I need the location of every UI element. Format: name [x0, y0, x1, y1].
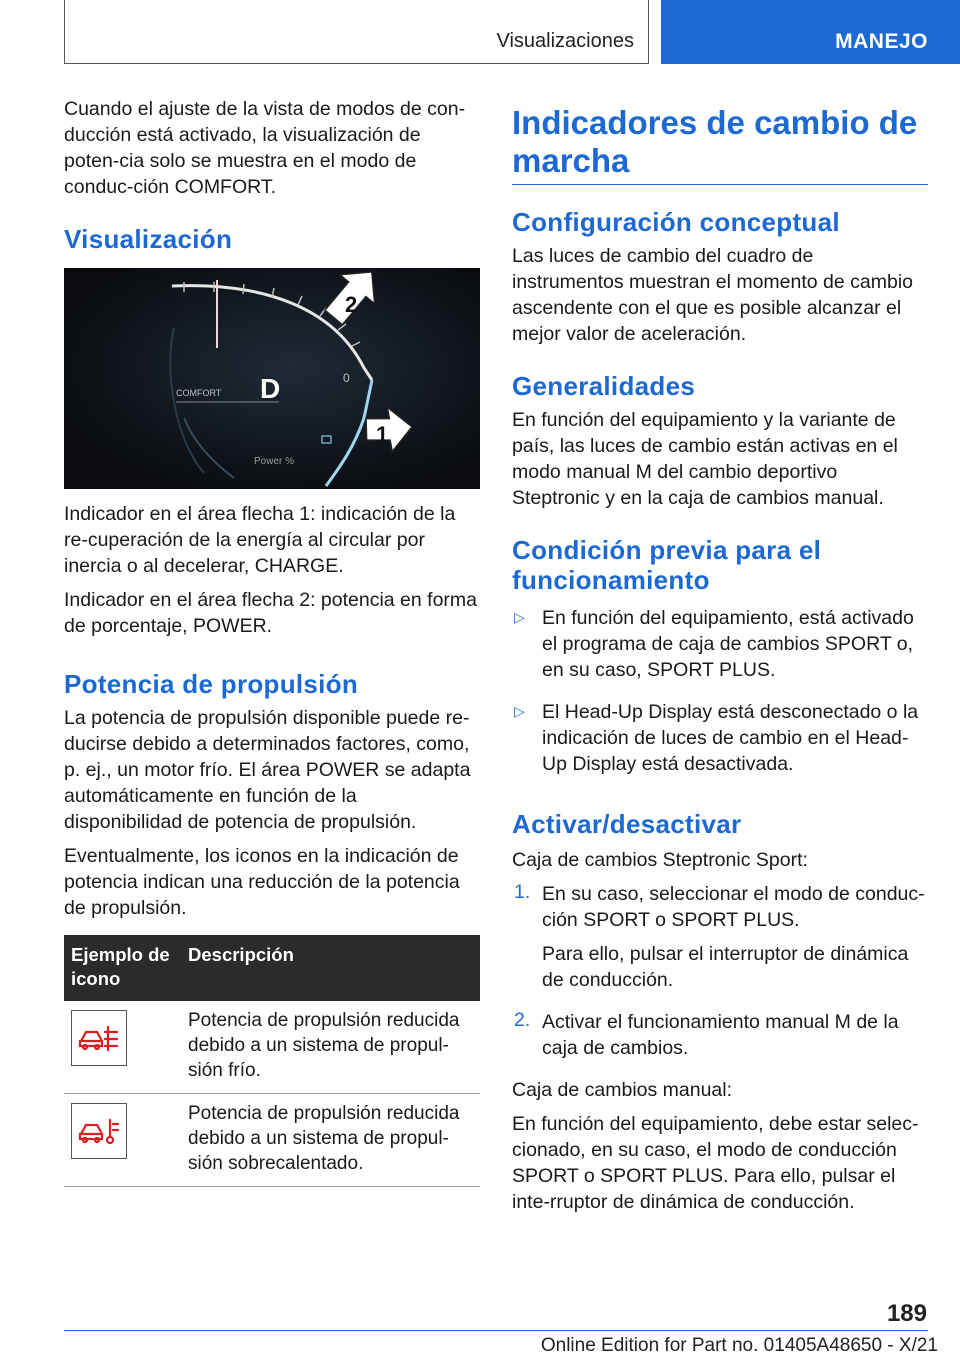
- list-item: [512, 881, 928, 1001]
- manual-label: Caja de cambios manual:: [512, 1079, 733, 1101]
- table-row: [64, 1001, 480, 1094]
- steptronic-label: Caja de cambios Steptronic Sport:: [512, 849, 808, 871]
- heading-potencia: Potencia de propulsión: [64, 669, 359, 699]
- left-column: [64, 96, 480, 1187]
- arrow2-description: Indicador en el área flecha 2: potencia en forma de porcentaje, POWER.: [64, 589, 478, 637]
- list-item: [512, 699, 928, 785]
- zero-label: 0: [343, 371, 350, 385]
- bullet-marker-icon: ▷: [514, 703, 525, 719]
- step-1-number: 1.: [514, 881, 531, 903]
- potencia-paragraph-1: La potencia de propulsión disponible puede re-ducirse debido a determinados factores, como, p. ej., un motor frío. El área POWER se adapta automáticamente en función de la disponibilidad de potencia de propulsión.: [64, 707, 471, 833]
- footer-rule: [64, 1330, 928, 1331]
- table-header-row: [64, 935, 480, 1001]
- icon-table: [64, 935, 480, 1187]
- bullet-2-text: El Head-Up Display está desconectado o la indicación de luces de cambio en el Head-Up Display está desactivada.: [542, 701, 919, 775]
- potencia-paragraph-2: Eventualmente, los iconos en la indicación de potencia indican una reducción de la potencia de propulsión.: [64, 845, 460, 919]
- list-item: [512, 1009, 928, 1069]
- main-heading: Indicadores de cambio de marcha: [512, 104, 918, 179]
- bullet-marker-icon: ▷: [514, 609, 525, 625]
- manual-paragraph: En función del equipamiento, debe estar selec-cionado, en su caso, el modo de conducción SPORT o SPORT PLUS. Para ello, pulsar el inte-rruptor de dinámica de conducción.: [512, 1113, 919, 1213]
- footer-edition: Online Edition for Part no. 01405A48650 - X/21: [540, 1335, 938, 1356]
- heading-rule: [512, 184, 928, 185]
- cluster-illustration: [64, 268, 480, 489]
- heading-visualizacion: Visualización: [64, 224, 233, 254]
- instrument-cluster-figure: [64, 268, 480, 489]
- header-chapter-label: MANEJO: [835, 30, 928, 53]
- list-item: [512, 605, 928, 691]
- heading-activar: Activar/desactivar: [512, 809, 742, 839]
- svg-text:2: 2: [345, 292, 358, 317]
- step-2-number: 2.: [514, 1009, 531, 1031]
- heading-configuracion: Configuración conceptual: [512, 207, 840, 237]
- gear-d-label: D: [260, 373, 281, 404]
- power-label: Power %: [254, 456, 295, 467]
- table-row-1-description: Potencia de propulsión reducida debido a un sistema de propul-sión frío.: [181, 1001, 480, 1094]
- reduced-power-cold-icon: [71, 1010, 127, 1066]
- table-row-2-description: Potencia de propulsión reducida debido a un sistema de propul-sión sobrecalentado.: [181, 1094, 480, 1187]
- header-section-title: Visualizaciones: [496, 30, 634, 52]
- svg-text:1: 1: [376, 422, 389, 447]
- header-chapter-tab[interactable]: [661, 0, 960, 64]
- heading-generalidades: Generalidades: [512, 371, 696, 401]
- step-1-text: En su caso, seleccionar el modo de conduc-ción SPORT o SPORT PLUS.: [542, 883, 925, 931]
- page-number: 189: [886, 1300, 927, 1327]
- heading-condicion: Condición previa para el funcionamiento: [512, 535, 822, 595]
- step-1-sub: Para ello, pulsar el interruptor de dinámica de conducción.: [542, 943, 909, 991]
- arrow1-description: Indicador en el área flecha 1: indicación de la re-cuperación de la energía al circular por inercia o al decelerar, CHARGE.: [64, 503, 456, 577]
- step-2-text: Activar el funcionamiento manual M de la caja de cambios.: [542, 1011, 899, 1059]
- intro-paragraph: Cuando el ajuste de la vista de modos de con-ducción está activado, la visualización de poten-cia solo se muestra en el modo de conduc-ción COMFORT.: [64, 98, 466, 198]
- configuracion-paragraph: Las luces de cambio del cuadro de instrumentos muestran el momento de cambio ascendente con el que es posible alcanzar el mejor valor de aceleración.: [512, 245, 914, 345]
- table-header-description: Descripción: [181, 935, 480, 1001]
- generalidades-paragraph: En función del equipamiento y la variante de país, las luces de cambio están activas en el modo manual M del cambio deportivo Steptronic y en la caja de cambios manual.: [512, 409, 898, 509]
- right-column: [512, 104, 928, 1223]
- comfort-label: COMFORT: [176, 388, 222, 398]
- bullet-1-text: En función del equipamiento, está activado el programa de caja de cambios SPORT o, en su caso, SPORT PLUS.: [542, 607, 914, 681]
- reduced-power-overheat-icon: [71, 1103, 127, 1159]
- header-section-box: [64, 0, 649, 64]
- table-row: [64, 1094, 480, 1187]
- table-header-icon: Ejemplo de icono: [64, 935, 181, 1001]
